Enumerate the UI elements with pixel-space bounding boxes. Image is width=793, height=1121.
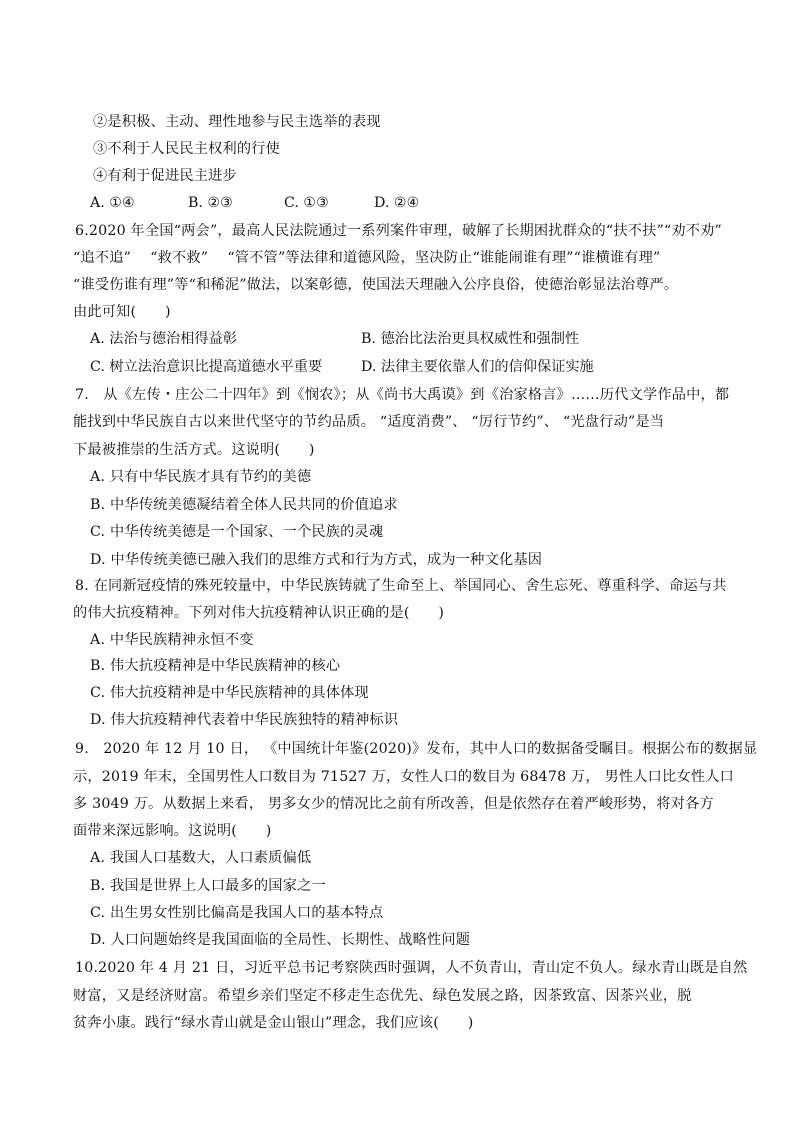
q9-stem-line-2: 示，2019 年末，全国男性人口数目为 71527 万，女性人口的数目为 68478 万， 男性人口比女性人口 <box>73 769 734 785</box>
q9-stem-line-1: 9. 2020 年 12 月 10 日， 《中国统计年鉴(2020)》发布，其中人口的数据备受瞩目。根据公布的数据显 <box>75 741 758 757</box>
q5-options <box>90 193 419 213</box>
q9-option-b[interactable]: B. 我国是世界上人口最多的国家之一 <box>90 878 326 894</box>
q10-stem-line-3: 贫奔小康。践行“绿水青山就是金山银山”理念，我们应该( ) <box>73 1015 474 1031</box>
q8-stem-line-2: 的伟大抗疫精神。下列对伟大抗疫精神认识正确的是( ) <box>73 605 445 621</box>
q5-option-d[interactable]: D. ②④ <box>374 195 420 211</box>
q9-stem-line-3: 多 3049 万。从数据上来看， 男多女少的情况比之前有所改善，但是依然存在着严峻形势，将对各方 <box>73 796 714 812</box>
q6-stem-line-1: 6.2020 年全国“两会”，最高人民法院通过一系列案件审理，破解了长期困扰群众的“扶不扶”“劝不劝” <box>75 223 722 239</box>
q7-option-d[interactable]: D. 中华传统美德已融入我们的思维方式和行为方式，成为一种文化基因 <box>90 552 543 568</box>
q6-option-a[interactable]: A. 法治与德治相得益彰 <box>90 331 237 347</box>
q7-stem-line-3: 下最被推崇的生活方式。这说明( ) <box>73 442 315 458</box>
q10-stem-line-1: 10.2020 年 4 月 21 日，习近平总书记考察陕西时强调，人不负青山，青山定不负人。绿水青山既是自然 <box>75 960 748 976</box>
q6-stem-line-2: “追不追” “救不救” “管不管”等法律和道德风险，坚决防止“谁能闹谁有理”“谁横谁有理” <box>73 250 661 266</box>
q7-option-a[interactable]: A. 只有中华民族才具有节约的美德 <box>90 469 312 485</box>
q6-option-d[interactable]: D. 法律主要依靠人们的信仰保证实施 <box>361 359 594 375</box>
q5-item-4: ④有利于促进民主进步 <box>93 168 237 184</box>
q5-option-a[interactable]: A. ①④ <box>90 195 135 211</box>
q8-option-b[interactable]: B. 伟大抗疫精神是中华民族精神的核心 <box>90 658 341 674</box>
q8-option-d[interactable]: D. 伟大抗疫精神代表着中华民族独特的精神标识 <box>90 712 399 728</box>
q6-option-b[interactable]: B. 德治比法治更具权威性和强制性 <box>361 331 580 347</box>
q9-option-d[interactable]: D. 人口问题始终是我国面临的全局性、长期性、战略性问题 <box>90 932 471 948</box>
q6-stem-line-3: “谁受伤谁有理”等“和稀泥”做法，以案彰德，使国法天理融入公序良俗，使德治彰显法治尊严。 <box>73 277 679 293</box>
q7-stem-line-2: 能找到中华民族自古以来世代坚守的节约品质。 “适度消费”、 “厉行节约”、 “光盘行动”是当 <box>73 414 665 430</box>
q8-option-a[interactable]: A. 中华民族精神永恒不变 <box>90 632 254 648</box>
q7-option-b[interactable]: B. 中华传统美德凝结着全体人民共同的价值追求 <box>90 497 398 513</box>
q5-option-b[interactable]: B. ②③ <box>188 195 233 211</box>
q8-option-c[interactable]: C. 伟大抗疫精神是中华民族精神的具体体现 <box>90 685 369 701</box>
q9-option-a[interactable]: A. 我国人口基数大，人口素质偏低 <box>90 850 312 866</box>
q5-item-2: ②是积极、主动、理性地参与民主选举的表现 <box>93 114 381 130</box>
q5-item-3: ③不利于人民民主权利的行使 <box>93 141 281 157</box>
q6-stem-line-4: 由此可知( ) <box>73 304 171 320</box>
q7-stem-line-1: 7. 从《左传・庄公二十四年》到《悯农》；从《尚书大禹谟》到《治家格言》……历代文学作品中，都 <box>75 387 730 403</box>
q9-stem-line-4: 面带来深远影响。这说明( ) <box>73 823 272 839</box>
q10-stem-line-2: 财富，又是经济财富。希望乡亲们坚定不移走生态优先、绿色发展之路，因茶致富、因茶兴业，脱 <box>73 988 692 1004</box>
q5-option-c[interactable]: C. ①③ <box>284 195 329 211</box>
q9-option-c[interactable]: C. 出生男女性别比偏高是我国人口的基本特点 <box>90 905 384 921</box>
q8-stem-line-1: 8. 在同新冠疫情的殊死较量中，中华民族铸就了生命至上、举国同心、舍生忘死、尊重科学、命运与共 <box>75 578 727 594</box>
q7-option-c[interactable]: C. 中华传统美德是一个国家、一个民族的灵魂 <box>90 524 384 540</box>
q6-option-c[interactable]: C. 树立法治意识比提高道德水平重要 <box>90 359 323 375</box>
